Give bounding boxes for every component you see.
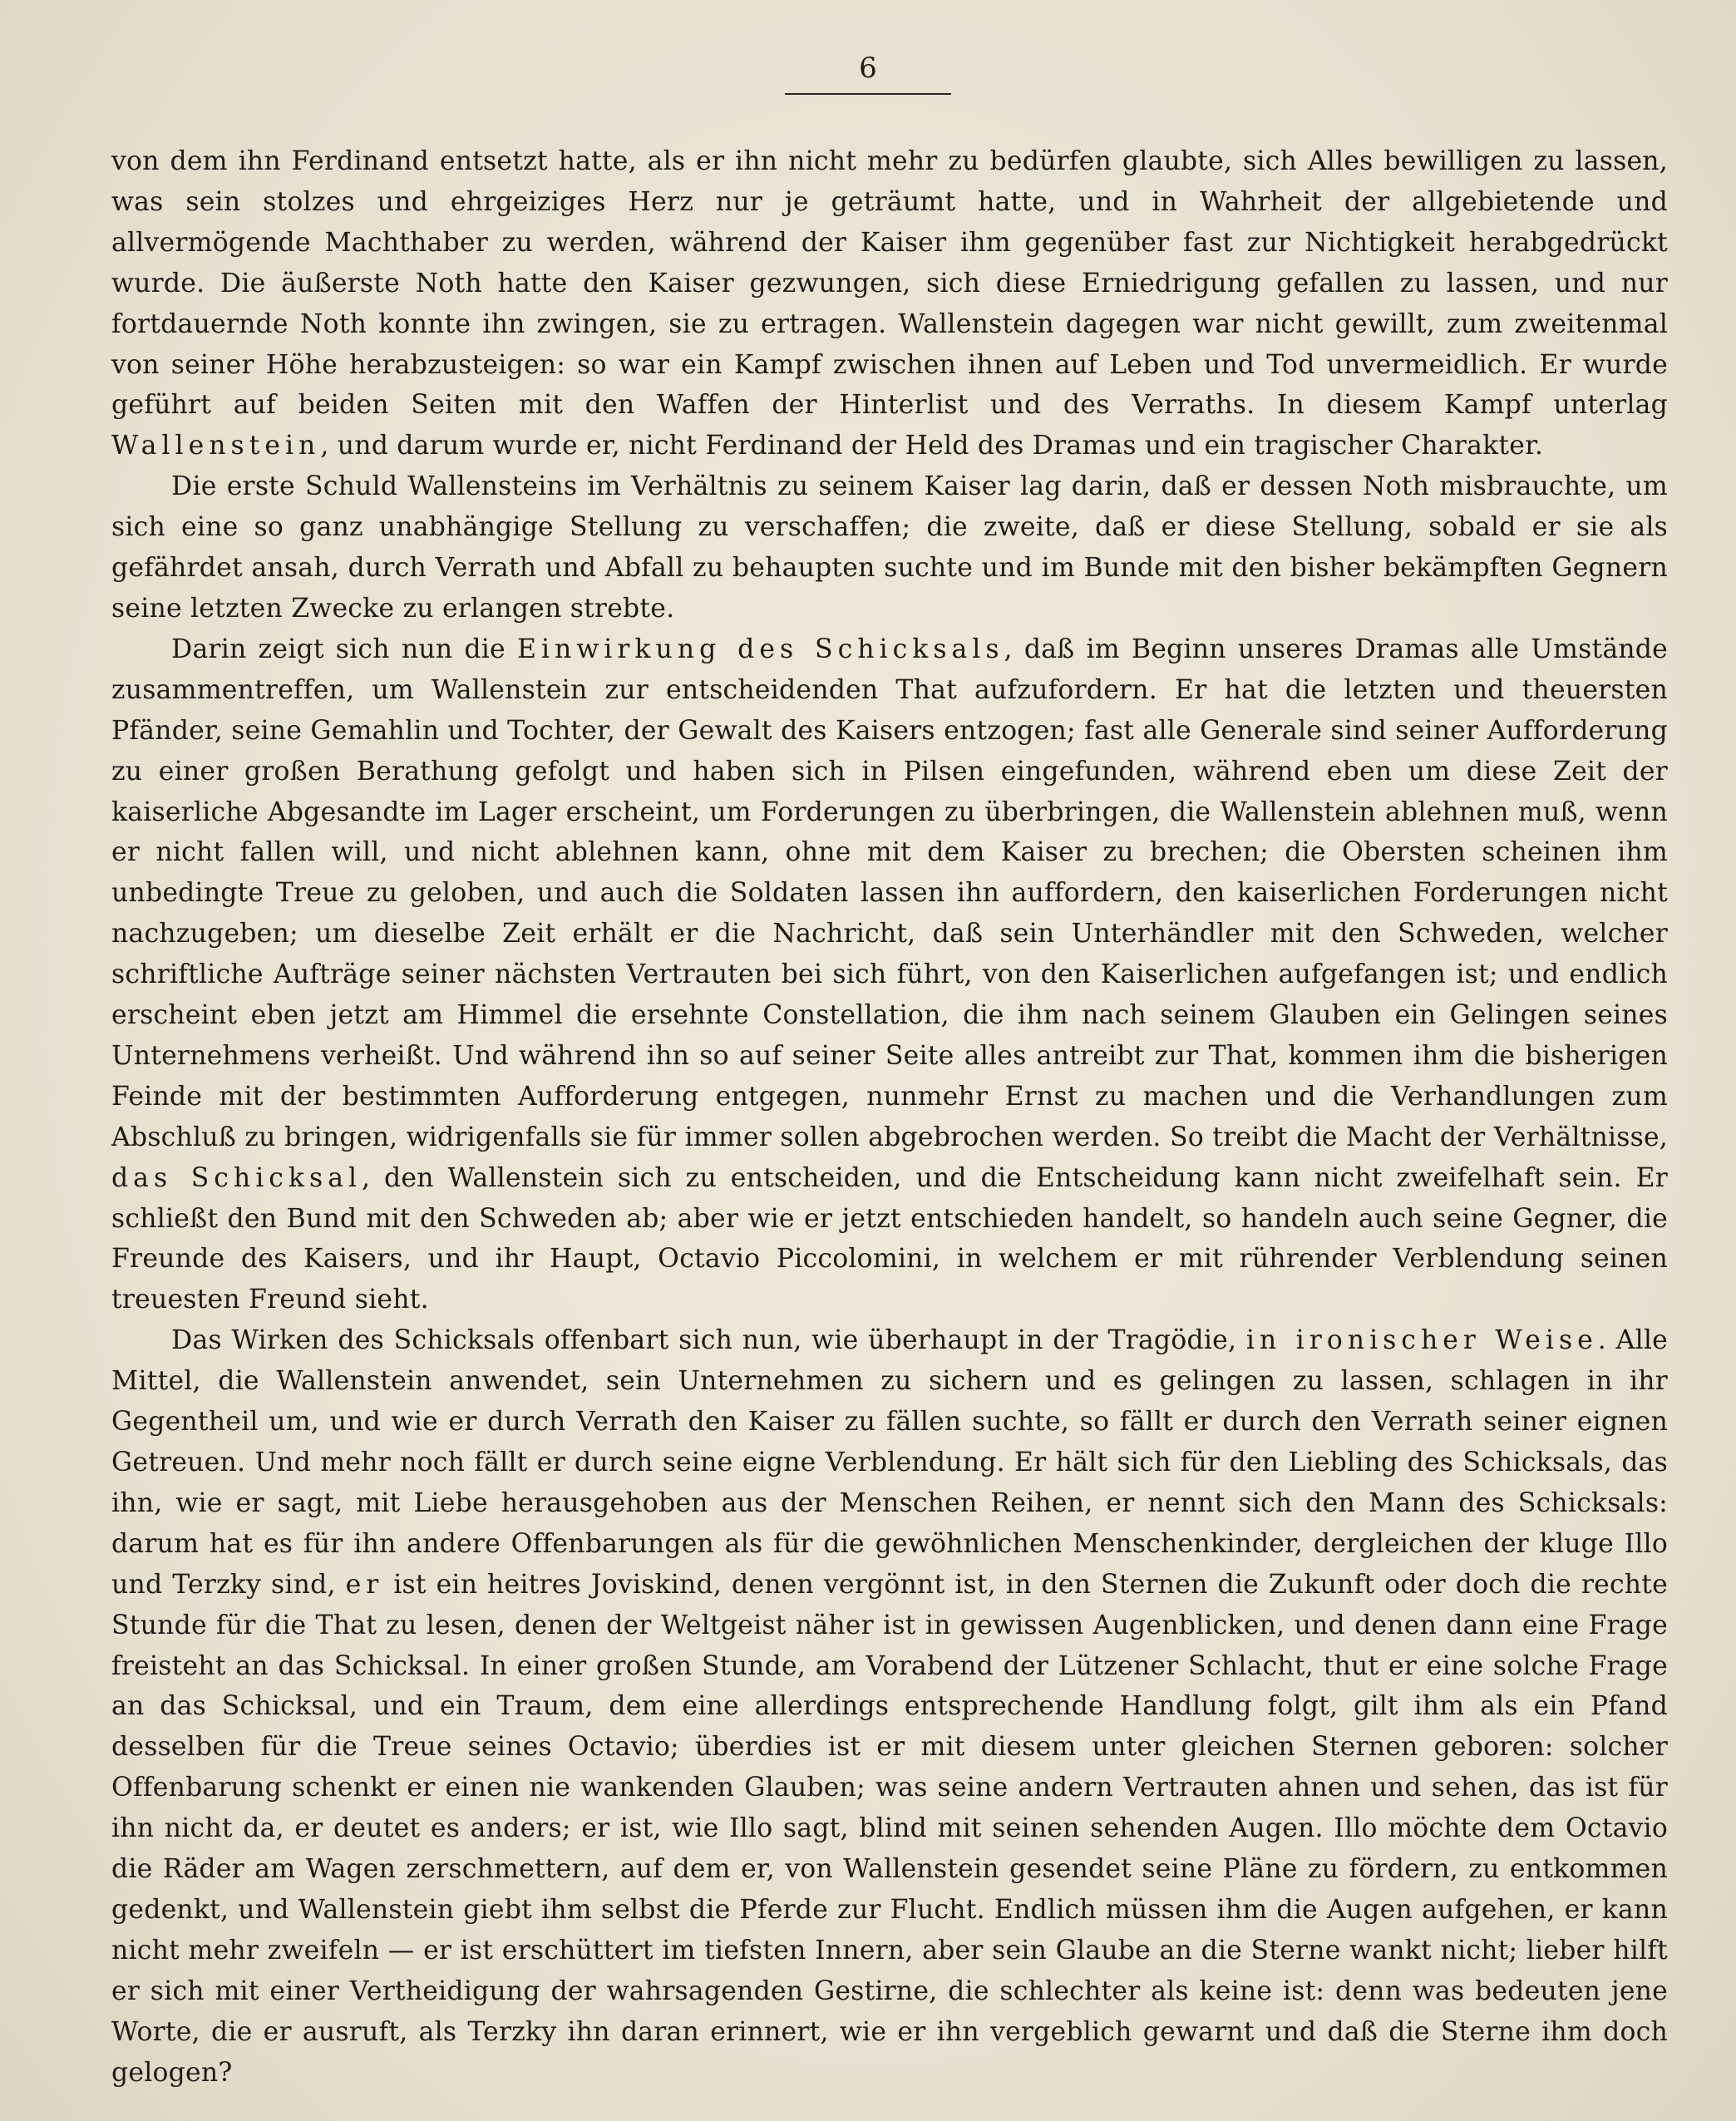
header-rule xyxy=(785,93,951,95)
paragraph xyxy=(111,466,1668,629)
emphasized-text: das Schicksal xyxy=(111,1162,362,1193)
page-number: 6 xyxy=(859,52,877,85)
text-segment: Die erste Schuld Wallensteins im Verhältnis zu seinem Kaiser lag darin, daß er dessen Noth misbrauchte, um sich eine so ganz unabhängige Stellung zu verschaffen; die zweite, daß er diese Stellung, sobald er sie als gefährdet ansah, durch Verrath und Abfall zu behaupten suchte und im Bunde mit den bisher bekämpften Gegnern seine letzten Zwecke zu erlangen strebte. xyxy=(111,471,1668,624)
text-segment: ist ein heitres Joviskind, denen vergönnt ist, in den Sternen die Zukunft oder doch die rechte Stunde für die That zu lesen, denen der Weltgeist näher ist in gewissen Augenblicken, und denen dann eine Frage freisteht an das Schicksal. In einer großen Stunde, am Vorabend der Lützener Schlacht, thut er eine solche Frage an das Schicksal, und ein Traum, dem eine allerdings entsprechende Handlung folgt, gilt ihm als ein Pfand desselben für die Treue seines Octavio; überdies ist er mit diesem unter gleichen Sternen geboren: solcher Offenbarung schenkt er einen nie wankenden Glauben; was seine andern Vertrauten ahnen und sehen, das ist für ihn nicht da, er deutet es anders; er ist, wie Illo sagt, blind mit seinen sehenden Augen. Illo möchte dem Octavio die Räder am Wagen zerschmettern, auf dem er, von Wallenstein gesendet seine Pläne zu fördern, zu entkommen gedenkt, und Wallenstein giebt ihm selbst die Pferde zur Flucht. Endlich müssen ihm die Augen aufgehen, er kann nicht mehr zweifeln — er ist erschüttert im tiefsten Innern, aber sein Glaube an die Sterne wankt nicht; lieber hilft er sich mit einer Vertheidigung der wahrsagenden Gestirne, die schlechter als keine ist: denn was bedeuten jene Worte, die er ausruft, als Terzky ihn daran erinnert, wie er ihn vergeblich gewarnt und daß die Sterne ihm doch gelogen? xyxy=(111,1569,1668,2088)
text-segment: von dem ihn Ferdinand entsetzt hatte, als er ihn nicht mehr zu bedürfen glaubte, sich Alles bewilligen zu lassen, was sein stolzes und ehrgeiziges Herz nur je geträumt hatte, und in Wahrheit der allgebietende und allvermögende Machthaber zu werden, während der Kaiser ihm gegenüber fast zur Nichtigkeit herabgedrückt wurde. Die äußerste Noth hatte den Kaiser gezwungen, sich diese Erniedrigung gefallen zu lassen, und nur fortdauernde Noth konnte ihn zwingen, sie zu ertragen. Wallenstein dagegen war nicht gewillt, zum zweitenmal von seiner Höhe herabzusteigen: so war ein Kampf zwischen ihnen auf Leben und Tod unvermeidlich. Er wurde geführt auf beiden Seiten mit den Waffen der Hinterlist und des Verraths. In diesem Kampf unterlag xyxy=(111,146,1668,421)
paragraph xyxy=(111,141,1668,466)
emphasized-text: in ironischer Weise xyxy=(1245,1325,1598,1356)
emphasized-text: er xyxy=(345,1569,384,1600)
emphasized-text: Einwirkung des Schicksals xyxy=(516,634,1004,664)
text-segment: . Alle Mittel, die Wallenstein anwendet, sein Unternehmen zu sichern und es gelingen zu lassen, schlagen in ihr Gegentheil um, und wie er durch Verrath den Kaiser zu fällen suchte, so fällt er durch den Verrath seiner eignen Getreuen. Und mehr noch fällt er durch seine eigne Verblendung. Er hält sich für den Liebling des Schicksals, das ihn, wie er sagt, mit Liebe herausgehoben aus der Menschen Reihen, er nennt sich den Mann des Schicksals: darum hat es für ihn andere Offenbarungen als für die gewöhnlichen Menschenkinder, dergleichen der kluge Illo und Terzky sind, xyxy=(111,1325,1668,1600)
paragraph xyxy=(111,1320,1668,2093)
text-segment: Das Wirken des Schicksals offenbart sich nun, wie überhaupt in der Tragödie, xyxy=(171,1325,1246,1356)
paragraph xyxy=(111,629,1668,1320)
text-segment: , den Wallenstein sich zu entscheiden, und die Entscheidung kann nicht zweifelhaft sein. Er schließt den Bund mit den Schweden ab; aber wie er jetzt entschieden handelt, so handeln auch seine Gegner, die Freunde des Kaisers, und ihr Haupt, Octavio Piccolomini, in welchem er mit rührender Verblendung seinen treuesten Freund sieht. xyxy=(111,1162,1668,1315)
page-header xyxy=(0,52,1736,95)
emphasized-text: Wallenstein xyxy=(111,431,321,461)
body-text xyxy=(111,141,1668,2094)
text-segment: , daß im Beginn unseres Dramas alle Umstände zusammentreffen, um Wallenstein zur entscheidenden That aufzufordern. Er hat die letzten und theuersten Pfänder, seine Gemahlin und Tochter, der Gewalt des Kaisers entzogen; fast alle Generale sind seiner Aufforderung zu einer großen Berathung gefolgt und haben sich in Pilsen eingefunden, während eben um diese Zeit der kaiserliche Abgesandte im Lager erscheint, um Forderungen zu überbringen, die Wallenstein ablehnen muß, wenn er nicht fallen will, und nicht ablehnen kann, ohne mit dem Kaiser zu brechen; die Obersten scheinen ihm unbedingte Treue zu geloben, und auch die Soldaten lassen ihn auffordern, den kaiserlichen Forderungen nicht nachzugeben; um dieselbe Zeit erhält er die Nachricht, daß sein Unterhändler mit den Schweden, welcher schriftliche Aufträge seiner nächsten Vertrauten bei sich führt, von den Kaiserlichen aufgefangen ist; und endlich erscheint eben jetzt am Himmel die ersehnte Constellation, die ihm nach seinem Glauben ein Gelingen seines Unternehmens verheißt. Und während ihn so auf seiner Seite alles antreibt zur That, kommen ihm die bisherigen Feinde mit der bestimmten Aufforderung entgegen, nunmehr Ernst zu machen und die Verhandlungen zum Abschluß zu bringen, widrigenfalls sie für immer sollen abgebrochen werden. So treibt die Macht der Verhältnisse, xyxy=(111,634,1668,1152)
text-segment: , und darum wurde er, nicht Ferdinand der Held des Dramas und ein tragischer Charakter. xyxy=(320,431,1544,461)
text-segment: Darin zeigt sich nun die xyxy=(171,634,517,664)
